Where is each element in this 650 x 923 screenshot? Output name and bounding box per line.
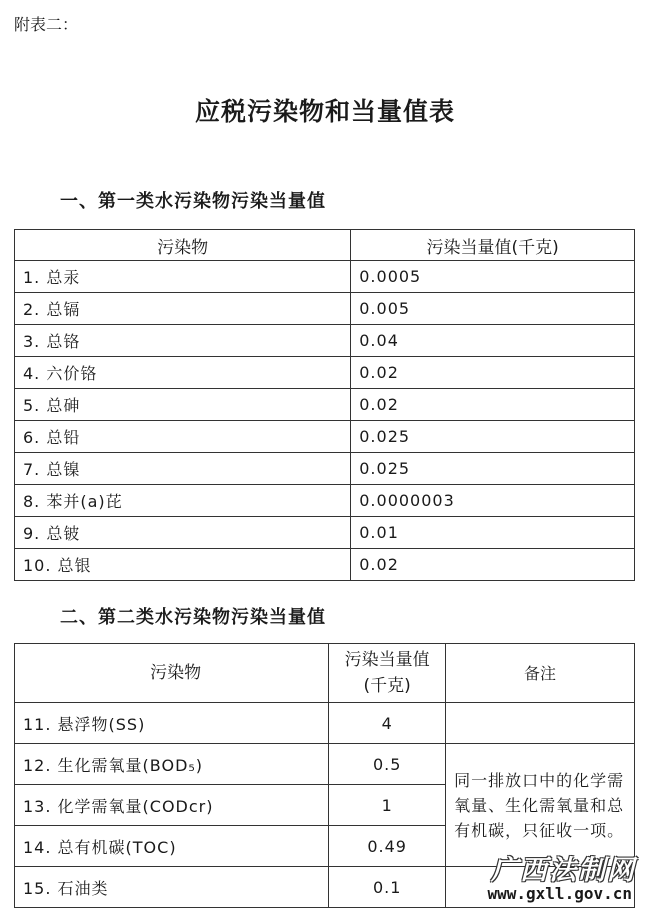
watermark-site-name: 广西法制网 (491, 855, 636, 886)
equivalent-value: 0.02 (351, 549, 635, 581)
pollutant-name: 3. 总铬 (15, 325, 351, 357)
equivalent-value: 0.1 (329, 867, 446, 908)
equivalent-value: 0.49 (329, 826, 446, 867)
pollutant-name: 6. 总铅 (15, 421, 351, 453)
pollutant-name: 9. 总铍 (15, 517, 351, 549)
equivalent-value: 0.02 (351, 389, 635, 421)
section1-heading: 一、第一类水污染物污染当量值 (60, 191, 326, 212)
table-row (15, 293, 635, 325)
header-equivalent-value: 污染当量值(千克) (351, 230, 635, 261)
pollutant-name: 7. 总镍 (15, 453, 351, 485)
equivalent-value: 0.01 (351, 517, 635, 549)
equivalent-value: 0.0000003 (351, 485, 635, 517)
section2-heading: 二、第二类水污染物污染当量值 (60, 607, 326, 628)
table-row (15, 357, 635, 389)
header-pollutant: 污染物 (15, 230, 351, 261)
appendix-label: 附表二： (14, 15, 79, 34)
table-row (15, 517, 635, 549)
pollutant-name: 1. 总汞 (15, 261, 351, 293)
table-row (15, 421, 635, 453)
header-remark: 备注 (446, 644, 635, 703)
equivalent-value: 0.025 (351, 453, 635, 485)
table-header-row (15, 230, 635, 261)
equivalent-value: 4 (329, 703, 446, 744)
table-row (15, 703, 635, 744)
equivalent-value: 0.02 (351, 357, 635, 389)
header-equivalent-value (329, 644, 446, 703)
equivalent-value: 0.0005 (351, 261, 635, 293)
equivalent-value: 0.04 (351, 325, 635, 357)
table-row (15, 453, 635, 485)
page-title: 应税污染物和当量值表 (194, 97, 455, 126)
class1-pollutant-table (14, 229, 635, 581)
header-value-line2: (千克) (363, 676, 411, 696)
table-row (15, 389, 635, 421)
pollutant-name: 12. 生化需氧量(BOD₅) (15, 744, 329, 785)
remark-empty-cell (446, 703, 635, 744)
pollutant-name: 13. 化学需氧量(CODcr) (15, 785, 329, 826)
table-row (15, 744, 635, 785)
pollutant-name: 5. 总砷 (15, 389, 351, 421)
table-row (15, 485, 635, 517)
remark-text: 同一排放口中的化学需氧量、生化需氧量和总有机碳，只征收一项。 (446, 744, 635, 867)
header-value-line1: 污染当量值 (344, 650, 430, 670)
pollutant-name: 14. 总有机碳(TOC) (15, 826, 329, 867)
table-row (15, 549, 635, 581)
pollutant-name: 4. 六价铬 (15, 357, 351, 389)
table-header-row (15, 644, 635, 703)
equivalent-value: 1 (329, 785, 446, 826)
pollutant-name: 10. 总银 (15, 549, 351, 581)
table-row (15, 261, 635, 293)
equivalent-value: 0.025 (351, 421, 635, 453)
pollutant-name: 15. 石油类 (15, 867, 329, 908)
equivalent-value: 0.005 (351, 293, 635, 325)
table-row (15, 325, 635, 357)
watermark-url: www.gxll.gov.cn (487, 884, 632, 903)
pollutant-name: 11. 悬浮物(SS) (15, 703, 329, 744)
equivalent-value: 0.5 (329, 744, 446, 785)
header-pollutant: 污染物 (15, 644, 329, 703)
pollutant-name: 2. 总镉 (15, 293, 351, 325)
pollutant-name: 8. 苯并(a)芘 (15, 485, 351, 517)
